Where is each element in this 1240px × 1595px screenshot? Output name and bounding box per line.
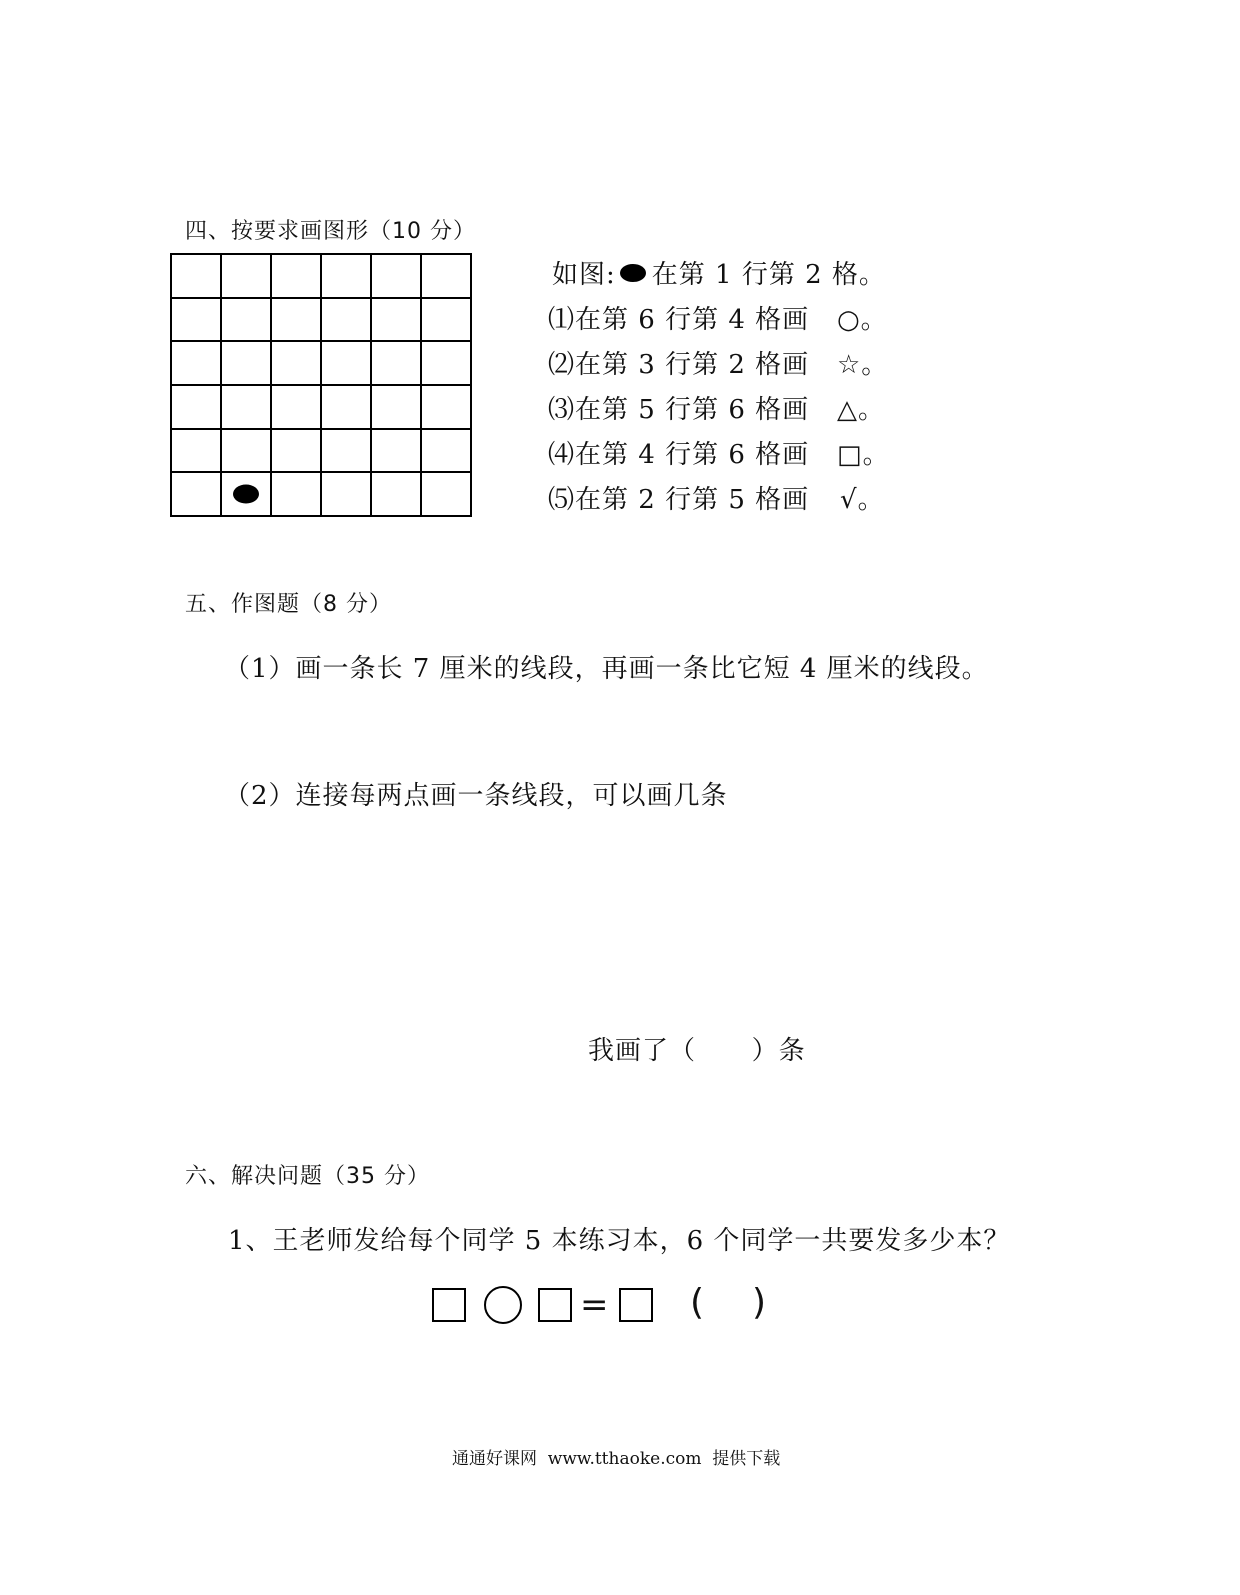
grid-cell[interactable] — [422, 299, 472, 343]
grid-cell[interactable] — [322, 255, 372, 299]
grid-cell[interactable] — [172, 342, 222, 386]
grid-cell[interactable] — [222, 255, 272, 299]
instruction-2-symbol: ☆。 — [837, 350, 889, 380]
grid-cell[interactable] — [322, 342, 372, 386]
instruction-2 — [548, 344, 809, 381]
answer-box-1[interactable] — [432, 1288, 466, 1322]
filled-dot-icon — [620, 264, 646, 282]
instruction-text: ⑷在第 4 行第 6 格画 — [548, 440, 810, 470]
grid-cell[interactable] — [422, 342, 472, 386]
grid-cell[interactable] — [422, 255, 472, 299]
answer-box-3[interactable] — [619, 1288, 653, 1322]
grid-cell[interactable] — [272, 386, 322, 430]
grid-cell[interactable] — [372, 255, 422, 299]
instruction-4 — [548, 434, 809, 471]
equals-sign: = — [580, 1285, 609, 1325]
example-line — [552, 254, 886, 291]
section5-heading: 五、作图题（8 分） — [185, 592, 392, 617]
grid-cell[interactable] — [272, 473, 322, 517]
instruction-1-symbol: ○。 — [837, 305, 888, 335]
grid-cell[interactable] — [372, 342, 422, 386]
grid-cell[interactable] — [222, 299, 272, 343]
example-suffix: 在第 1 行第 2 格。 — [651, 260, 886, 290]
grid-cell[interactable] — [272, 255, 322, 299]
drawing-grid[interactable] — [170, 253, 472, 517]
grid-cell[interactable] — [422, 430, 472, 474]
footer-text: 通通好课网 www.tthaoke.com 提供下载 — [452, 1449, 781, 1469]
grid-cell[interactable] — [322, 430, 372, 474]
instruction-5 — [548, 479, 809, 516]
section6-heading: 六、解决问题（35 分） — [185, 1164, 430, 1189]
instruction-text: ⑶在第 5 行第 6 格画 — [548, 395, 810, 425]
unit-paren-left: ( — [690, 1282, 705, 1323]
instruction-text: ⑴在第 6 行第 4 格画 — [548, 305, 810, 335]
instruction-4-symbol: □。 — [837, 440, 890, 470]
grid-cell[interactable] — [372, 473, 422, 517]
grid-cell[interactable] — [172, 473, 222, 517]
grid-cell[interactable] — [422, 473, 472, 517]
grid-cell[interactable] — [322, 386, 372, 430]
section5-question-1: （1）画一条长 7 厘米的线段，再画一条比它短 4 厘米的线段。 — [224, 654, 989, 684]
grid-cell[interactable] — [322, 473, 372, 517]
grid-cell[interactable] — [172, 299, 222, 343]
grid-cell[interactable] — [222, 473, 272, 517]
grid-cell[interactable] — [222, 430, 272, 474]
instruction-3 — [548, 389, 809, 426]
grid-cell[interactable] — [222, 342, 272, 386]
instruction-5-symbol: √。 — [840, 485, 885, 515]
grid-cell[interactable] — [322, 299, 372, 343]
section6-question-1: 1、王老师发给每个同学 5 本练习本，6 个同学一共要发多少本？ — [228, 1226, 1011, 1256]
grid-cell[interactable] — [172, 386, 222, 430]
grid-cell[interactable] — [272, 299, 322, 343]
grid-cell[interactable] — [272, 342, 322, 386]
grid-cell[interactable] — [422, 386, 472, 430]
grid-cell[interactable] — [272, 430, 322, 474]
instruction-text: ⑵在第 3 行第 2 格画 — [548, 350, 810, 380]
grid-cell[interactable] — [372, 299, 422, 343]
grid-cell[interactable] — [172, 255, 222, 299]
section4-heading: 四、按要求画图形（10 分） — [185, 219, 476, 244]
instruction-text: ⑸在第 2 行第 5 格画 — [548, 485, 810, 515]
grid-cell[interactable] — [172, 430, 222, 474]
grid-cell[interactable] — [372, 430, 422, 474]
unit-paren-right: ) — [752, 1282, 767, 1323]
grid-cell[interactable] — [222, 386, 272, 430]
answer-box-2[interactable] — [538, 1288, 572, 1322]
filled-dot-icon — [233, 485, 259, 504]
instruction-3-symbol: △。 — [837, 395, 885, 425]
operator-circle[interactable] — [484, 1286, 522, 1324]
section5-question-2: （2）连接每两点画一条线段，可以画几条 — [224, 781, 728, 811]
instruction-1 — [548, 299, 809, 336]
grid-cell[interactable] — [372, 386, 422, 430]
answer-line[interactable]: 我画了（ ）条 — [588, 1036, 806, 1066]
example-prefix: 如图: — [552, 260, 616, 290]
